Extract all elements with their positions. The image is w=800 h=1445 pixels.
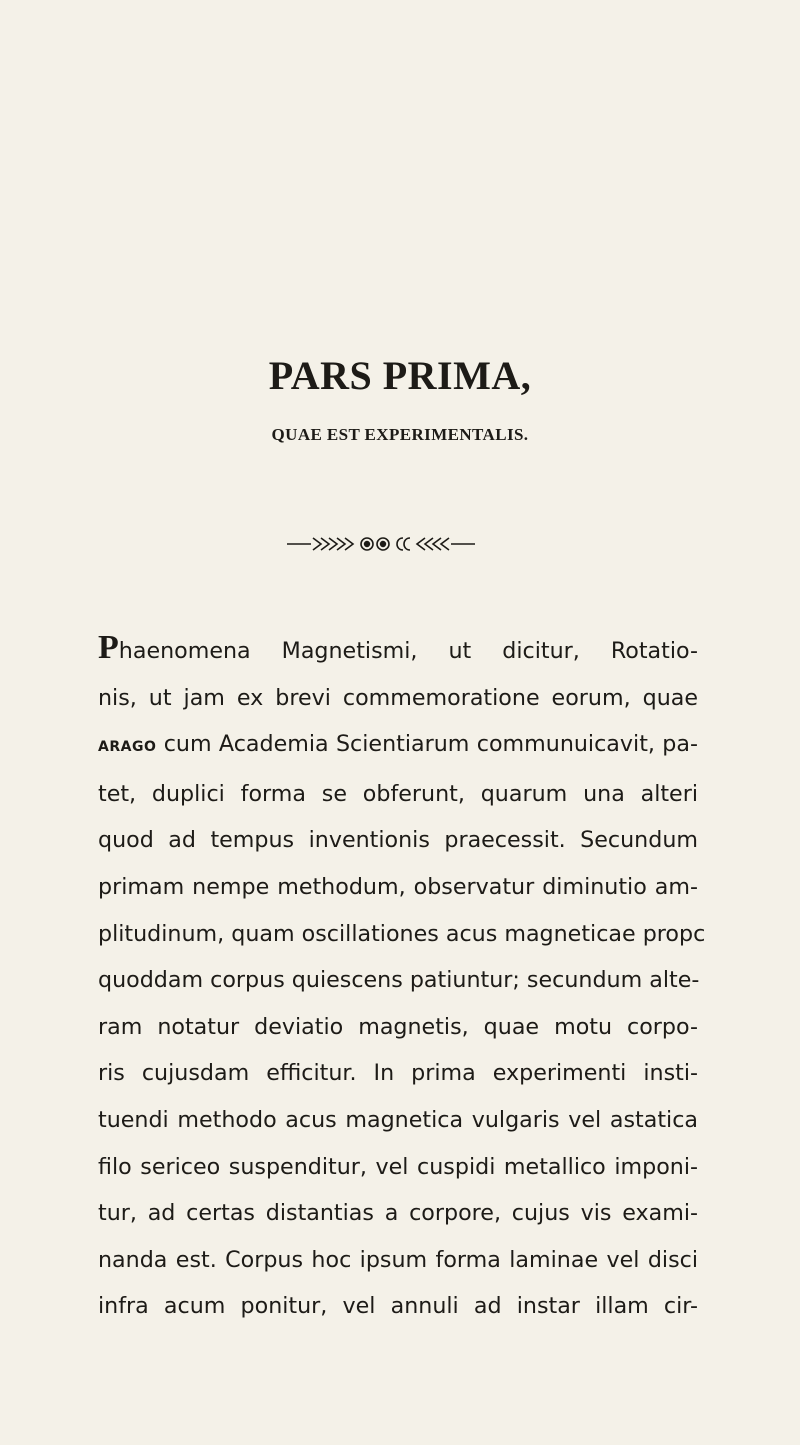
text-line: quoddam corpus quiescens patiuntur; secundum alte-: [98, 967, 700, 994]
text-line: plitudinum, quam oscillationes acus magneticae propc: [98, 920, 706, 947]
text-line: ARAGO cum Academia Scientiarum communuicavit, pa-: [98, 731, 698, 758]
text-line: ris cujusdam efficitur. In prima experimenti insti-: [98, 1060, 698, 1087]
part-title: PARS PRIMA,: [268, 353, 532, 398]
text-line: quod ad tempus inventionis praecessit. Secundum: [98, 827, 698, 854]
ornament-center-scrolls: [361, 538, 410, 550]
text-line: nis, ut jam ex brevi commemoratione eorum, quae: [98, 684, 698, 711]
author-name-smallcaps: ARAGO: [98, 739, 157, 756]
ornament-right-arrows: [417, 538, 449, 550]
body-paragraph: [98, 628, 706, 1330]
drop-cap: P: [98, 629, 119, 666]
text-line: ram notatur deviatio magnetis, quae motu corpo-: [98, 1013, 698, 1040]
text-line: filo sericeo suspenditur, vel cuspidi metallico imponi-: [98, 1153, 698, 1180]
text-line: infra acum ponitur, vel annuli ad instar illam cir-: [98, 1293, 698, 1320]
ornament-left-arrows: [313, 538, 353, 550]
text-line: Phaenomena Magnetismi, ut dicitur, Rotatio-: [98, 629, 698, 666]
printer-ornament-rule: [285, 532, 515, 556]
text-line: tet, duplici forma se obferunt, quarum una alteri: [98, 780, 698, 807]
text-line: primam nempe methodum, observatur diminutio am-: [98, 873, 698, 900]
text-line: tur, ad certas distantias a corpore, cujus vis exami-: [98, 1200, 698, 1227]
text-line: tuendi methodo acus magnetica vulgaris vel astatica: [98, 1106, 698, 1133]
part-subtitle: QUAE EST EXPERIMENTALIS.: [271, 425, 529, 444]
text-line: nanda est. Corpus hoc ipsum forma laminae vel disci: [98, 1246, 698, 1273]
